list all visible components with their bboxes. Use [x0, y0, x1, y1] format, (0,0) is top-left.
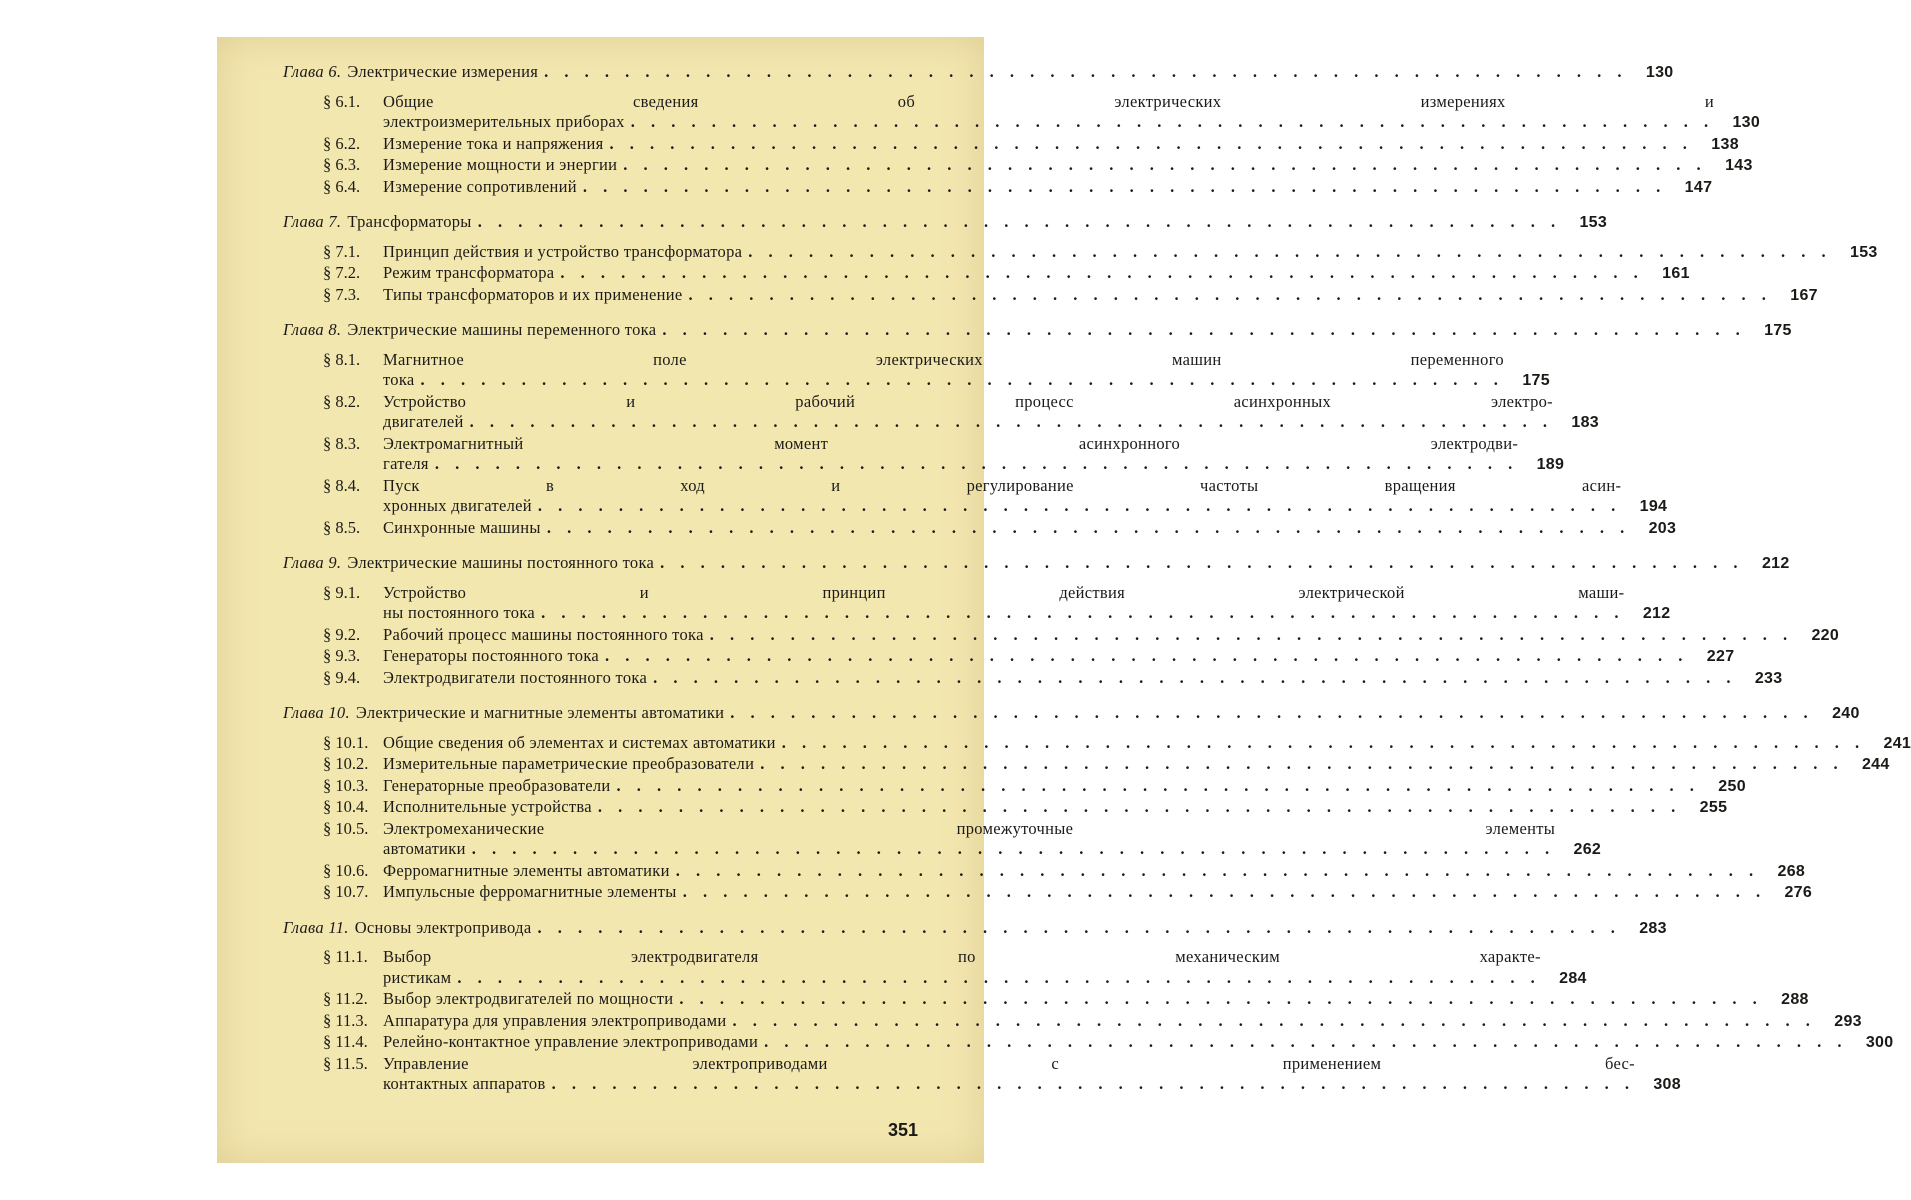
- section-number: § 10.1.: [323, 732, 369, 752]
- section-title-line: Электродвигатели постоянного тока: [383, 667, 648, 687]
- section-title-line: автоматики: [383, 839, 466, 858]
- dot-leader: [544, 62, 1627, 83]
- section-number: § 6.4.: [323, 176, 361, 196]
- section-number: § 7.1.: [323, 241, 361, 261]
- section-number: § 10.7.: [323, 882, 369, 901]
- section-entry: [323, 775, 1746, 798]
- section-number: § 11.2.: [323, 989, 368, 1008]
- chapter-block: [283, 553, 1840, 689]
- section-page-number: 183: [1571, 414, 1599, 431]
- section-entry: [323, 732, 1911, 755]
- section-number: § 8.1.: [323, 349, 361, 369]
- dot-leader: [764, 1032, 1847, 1053]
- section-title-line: контактных аппаратов: [383, 1074, 546, 1093]
- section-entry: [323, 133, 1739, 156]
- section-page-number: 130: [1732, 114, 1761, 131]
- section-title-line: Управление электроприводами с применением бес-: [383, 1053, 1635, 1073]
- section-number: § 10.2.: [323, 754, 369, 773]
- section-title-line: Устройство и принцип действия электрической маши-: [383, 582, 1625, 602]
- dot-leader: [583, 177, 1666, 198]
- section-entry: [323, 818, 1602, 861]
- book-page: [217, 37, 1911, 1163]
- section-entry: [323, 754, 1890, 776]
- section-title-line: Принцип действия и устройство трансформатора: [383, 241, 743, 261]
- chapter-block: [283, 62, 1761, 198]
- section-entry: [323, 1010, 1862, 1033]
- chapter-page-number: 212: [1761, 555, 1790, 572]
- section-number: § 9.2.: [323, 624, 361, 644]
- dot-leader: [560, 263, 1643, 284]
- chapter-label: Глава 7.: [283, 212, 342, 231]
- section-entry: [323, 391, 1599, 434]
- dot-leader: [676, 861, 1759, 882]
- dot-leader: [421, 370, 1504, 391]
- section-entry: [323, 284, 1818, 307]
- chapter-block: [283, 212, 1878, 306]
- section-number: § 8.3.: [323, 433, 361, 453]
- section-title-line: хронных двигателей: [383, 496, 532, 515]
- section-number: § 6.1.: [323, 91, 361, 111]
- section-title-line: Генераторы постоянного тока: [383, 646, 600, 665]
- chapter-label: Глава 11.: [283, 917, 349, 937]
- dot-leader: [623, 155, 1706, 176]
- chapter-page-number: 153: [1579, 214, 1608, 231]
- section-number: § 8.5.: [323, 517, 361, 537]
- section-number: § 9.3.: [323, 646, 361, 665]
- section-page-number: 284: [1559, 969, 1587, 987]
- dot-leader: [457, 968, 1540, 989]
- section-page-number: 212: [1642, 605, 1671, 622]
- dot-leader: [472, 839, 1555, 860]
- section-page-number: 147: [1684, 178, 1713, 196]
- dot-leader: [538, 496, 1621, 517]
- section-entry: [323, 1053, 1681, 1096]
- section-page-number: 227: [1706, 648, 1735, 665]
- section-title-line: Электромеханические промежуточные элементы: [383, 818, 1556, 838]
- dot-leader: [653, 668, 1736, 689]
- section-number: § 8.2.: [323, 391, 361, 411]
- section-title-line: Пуск в ход и регулирование частоты вращения асин-: [383, 475, 1622, 495]
- chapter-block: [283, 917, 1894, 1096]
- section-title-line: Режим трансформатора: [383, 263, 555, 282]
- section-title-line: Генераторные преобразователи: [383, 775, 611, 795]
- section-page-number: 189: [1536, 456, 1565, 473]
- section-page-number: 233: [1754, 669, 1783, 687]
- dot-leader: [688, 285, 1771, 306]
- section-number: § 10.5.: [323, 818, 369, 838]
- chapter-label: Глава 8.: [283, 320, 342, 339]
- section-number: § 7.3.: [323, 284, 361, 304]
- dot-leader: [660, 553, 1743, 574]
- dot-leader: [710, 625, 1793, 646]
- section-title-line: Релейно-контактное управление электроприводами: [383, 1032, 759, 1051]
- section-entry: [323, 989, 1809, 1011]
- section-entry: [323, 582, 1671, 625]
- section-page-number: 203: [1648, 519, 1677, 537]
- section-number: § 8.4.: [323, 475, 361, 495]
- section-page-number: 194: [1639, 498, 1668, 515]
- section-entry: [323, 667, 1783, 690]
- section-number: § 9.1.: [323, 582, 361, 602]
- dot-leader: [631, 112, 1714, 133]
- section-entry: [323, 1032, 1894, 1054]
- chapter-heading: [283, 62, 1674, 84]
- dot-leader: [748, 242, 1831, 263]
- dot-leader: [617, 776, 1700, 797]
- section-entry: [323, 624, 1840, 647]
- dot-leader: [683, 882, 1766, 903]
- section-title-line: двигателей: [383, 412, 464, 431]
- dot-leader: [598, 797, 1681, 818]
- section-entry: [323, 176, 1713, 199]
- section-page-number: 161: [1662, 265, 1690, 282]
- section-page-number: 220: [1811, 626, 1840, 644]
- section-number: § 7.2.: [323, 263, 361, 282]
- section-page-number: 143: [1725, 157, 1753, 174]
- section-page-number: 167: [1790, 286, 1818, 304]
- section-page-number: 300: [1865, 1034, 1894, 1051]
- dot-leader: [782, 733, 1865, 754]
- page-number: 351: [887, 1120, 918, 1140]
- section-entry: [323, 263, 1690, 285]
- section-number: § 6.2.: [323, 133, 361, 153]
- chapter-block: [283, 703, 1911, 904]
- section-title-line: Рабочий процесс машины постоянного тока: [383, 624, 704, 644]
- dot-leader: [478, 212, 1561, 233]
- section-entry: [323, 155, 1753, 177]
- section-title-line: Измерительные параметрические преобразователи: [383, 754, 755, 773]
- section-number: § 10.3.: [323, 775, 369, 795]
- section-entry: [323, 475, 1668, 518]
- chapter-block: [283, 320, 1792, 539]
- section-title-line: ристикам: [383, 967, 452, 987]
- section-page-number: 250: [1718, 777, 1746, 795]
- section-number: § 10.6.: [323, 860, 369, 880]
- chapter-page-number: 130: [1645, 64, 1674, 81]
- section-page-number: 288: [1781, 991, 1809, 1008]
- section-title-line: Измерение тока и напряжения: [383, 133, 604, 153]
- section-number: § 6.3.: [323, 155, 361, 174]
- section-entry: [323, 349, 1550, 392]
- section-number: § 10.4.: [323, 797, 369, 816]
- section-page-number: 244: [1861, 756, 1890, 773]
- section-title-line: Общие сведения об элементах и системах автоматики: [383, 732, 776, 752]
- chapter-label: Глава 9.: [283, 553, 342, 572]
- section-title-line: Электромагнитный момент асинхронного электродви-: [383, 433, 1519, 453]
- section-page-number: 138: [1711, 135, 1739, 153]
- dot-leader: [760, 754, 1843, 775]
- section-entry: [323, 797, 1728, 819]
- dot-leader: [435, 454, 1518, 475]
- table-of-contents: [283, 62, 1911, 1110]
- dot-leader: [662, 320, 1745, 341]
- section-title-line: Импульсные ферромагнитные элементы: [383, 882, 677, 901]
- section-entry: [323, 241, 1878, 264]
- dot-leader: [679, 989, 1762, 1010]
- dot-leader: [605, 646, 1688, 667]
- section-number: § 11.4.: [323, 1032, 368, 1051]
- section-number: § 11.1.: [323, 947, 368, 966]
- section-page-number: 241: [1883, 734, 1911, 752]
- chapter-title: Основы электропривода: [354, 917, 532, 937]
- section-title-line: Ферромагнитные элементы автоматики: [383, 860, 670, 880]
- section-title-line: Измерение сопротивлений: [383, 176, 577, 196]
- chapter-label: Глава 10.: [283, 703, 350, 722]
- section-page-number: 268: [1777, 862, 1806, 880]
- section-title-line: Выбор электродвигателей по мощности: [383, 989, 674, 1008]
- dot-leader: [552, 1074, 1635, 1095]
- chapter-heading: [283, 917, 1667, 940]
- section-entry: [323, 860, 1806, 883]
- section-title-line: гателя: [383, 454, 429, 473]
- dot-leader: [470, 412, 1553, 433]
- chapter-page-number: 175: [1764, 322, 1792, 339]
- section-title-line: электроизмерительных приборах: [383, 112, 625, 131]
- chapter-page-number: 240: [1832, 705, 1860, 722]
- dot-leader: [733, 1011, 1816, 1032]
- section-entry: [323, 433, 1565, 476]
- chapter-title: Электрические машины постоянного тока: [347, 553, 655, 572]
- chapter-page-number: 283: [1639, 919, 1667, 937]
- chapter-label: Глава 6.: [283, 62, 342, 81]
- section-page-number: 153: [1850, 243, 1878, 261]
- section-page-number: 276: [1784, 884, 1813, 901]
- section-entry: [323, 646, 1735, 668]
- chapter-title: Электрические и магнитные элементы автоматики: [355, 703, 725, 722]
- section-title-line: Выбор электродвигателя по механическим характе-: [383, 947, 1541, 966]
- section-title-line: Синхронные машины: [383, 517, 541, 537]
- section-page-number: 262: [1573, 841, 1602, 858]
- section-page-number: 255: [1699, 799, 1728, 816]
- chapter-title: Трансформаторы: [347, 212, 472, 231]
- dot-leader: [547, 518, 1630, 539]
- section-title-line: Магнитное поле электрических машин переменного: [383, 349, 1504, 369]
- section-entry: [323, 91, 1761, 134]
- section-title-line: Общие сведения об электрических измерениях и: [383, 91, 1715, 111]
- section-title-line: ны постоянного тока: [383, 603, 536, 622]
- section-number: § 11.3.: [323, 1010, 368, 1030]
- section-title-line: тока: [383, 370, 415, 389]
- section-page-number: 293: [1834, 1012, 1862, 1030]
- section-title-line: Типы трансформаторов и их применение: [383, 284, 683, 304]
- section-entry: [323, 882, 1813, 904]
- section-number: § 9.4.: [323, 667, 361, 687]
- section-title-line: Устройство и рабочий процесс асинхронных электро-: [383, 391, 1553, 411]
- dot-leader: [610, 134, 1693, 155]
- chapter-heading: [283, 703, 1860, 725]
- dot-leader: [730, 703, 1813, 724]
- section-entry: [323, 517, 1677, 540]
- section-title-line: Аппаратура для управления электроприводами: [383, 1010, 727, 1030]
- chapter-heading: [283, 320, 1792, 342]
- chapter-heading: [283, 553, 1790, 575]
- section-title-line: Исполнительные устройства: [383, 797, 592, 816]
- section-number: § 11.5.: [323, 1053, 368, 1073]
- chapter-title: Электрические машины переменного тока: [347, 320, 657, 339]
- section-entry: [323, 947, 1587, 989]
- dot-leader: [541, 603, 1624, 624]
- section-page-number: 308: [1653, 1076, 1681, 1093]
- chapter-title: Электрические измерения: [347, 62, 539, 81]
- section-page-number: 175: [1522, 372, 1550, 389]
- dot-leader: [537, 918, 1620, 939]
- chapter-heading: [283, 212, 1608, 234]
- section-title-line: Измерение мощности и энергии: [383, 155, 618, 174]
